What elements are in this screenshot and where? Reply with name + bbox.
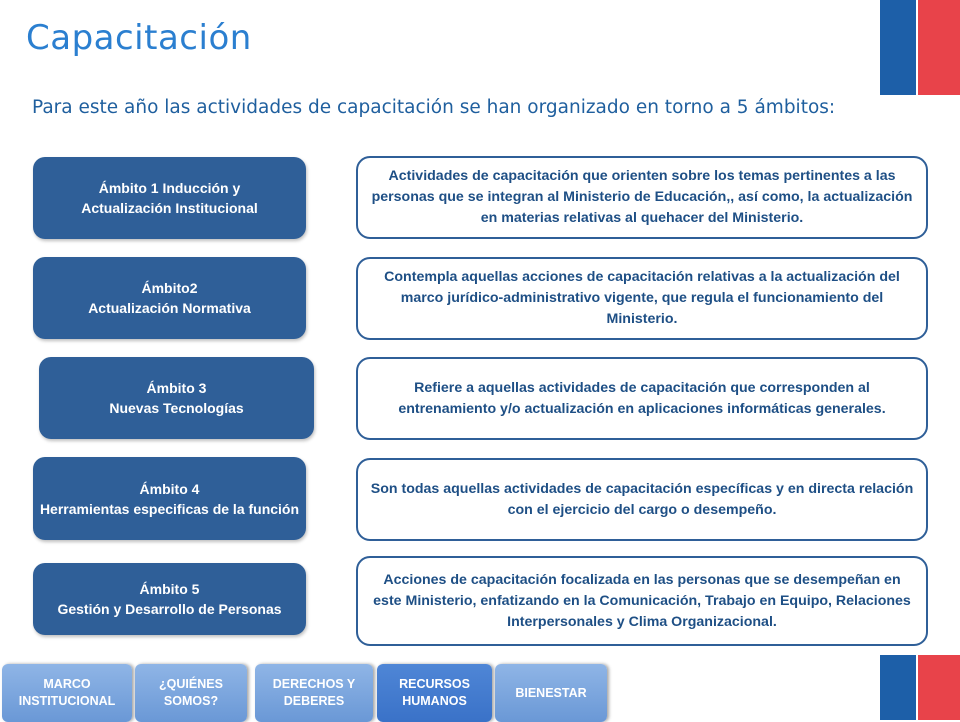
- ambito-1-label[interactable]: Ámbito 1 Inducción y Actualización Institucional: [33, 157, 306, 239]
- page-subtitle: Para este año las actividades de capacitación se han organizado en torno a 5 ámbitos:: [32, 97, 836, 118]
- ambito-3-description: Refiere a aquellas actividades de capacitación que corresponden al entrenamiento y/o actualización en aplicaciones informáticas generales.: [356, 357, 928, 440]
- flag-blue-stripe: [880, 655, 916, 720]
- nav-marco-institucional[interactable]: MARCO INSTITUCIONAL: [2, 664, 132, 722]
- nav-quienes-somos[interactable]: ¿QUIÉNES SOMOS?: [135, 664, 247, 722]
- nav-derechos-deberes[interactable]: DERECHOS Y DEBERES: [255, 664, 373, 722]
- flag-decoration-top: [880, 0, 960, 95]
- flag-red-stripe: [918, 0, 960, 95]
- ambito-2-description: Contempla aquellas acciones de capacitación relativas a la actualización del marco jurídico-administrativo vigente, que regula el funcionamiento del Ministerio.: [356, 257, 928, 340]
- ambito-2-label[interactable]: Ámbito2 Actualización Normativa: [33, 257, 306, 339]
- flag-blue-stripe: [880, 0, 916, 95]
- flag-decoration-bottom: [880, 655, 960, 720]
- page-title: Capacitación: [26, 18, 252, 58]
- ambito-5-description: Acciones de capacitación focalizada en las personas que se desempeñan en este Ministerio, enfatizando en la Comunicación, Trabajo en Equipo, Relaciones Interpersonales y Clima Organizacional.: [356, 556, 928, 646]
- ambito-3-label[interactable]: Ámbito 3 Nuevas Tecnologías: [39, 357, 314, 439]
- nav-bienestar[interactable]: BIENESTAR: [495, 664, 607, 722]
- ambito-1-description: Actividades de capacitación que orienten sobre los temas pertinentes a las personas que se integran al Ministerio de Educación,, así como, la actualización en materias relativas al quehacer del Ministerio.: [356, 156, 928, 239]
- ambito-4-description: Son todas aquellas actividades de capacitación específicas y en directa relación con el ejercicio del cargo o desempeño.: [356, 458, 928, 541]
- ambito-5-label[interactable]: Ámbito 5 Gestión y Desarrollo de Personas: [33, 563, 306, 635]
- nav-recursos-humanos[interactable]: RECURSOS HUMANOS: [377, 664, 492, 722]
- ambito-4-label[interactable]: Ámbito 4 Herramientas especificas de la función: [33, 457, 306, 540]
- flag-red-stripe: [918, 655, 960, 720]
